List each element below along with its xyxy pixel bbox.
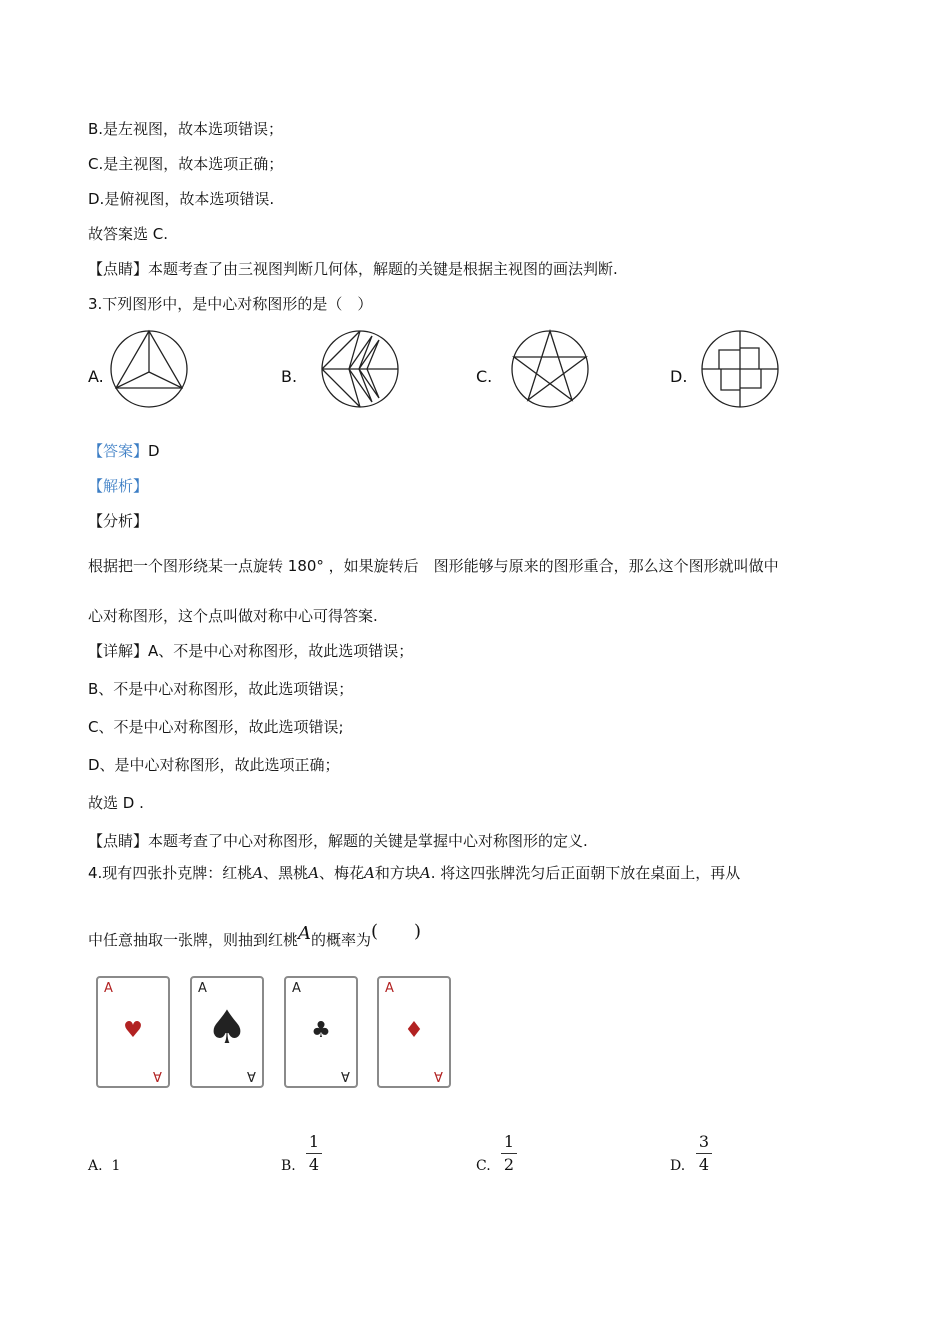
q4-option-b-fraction: 1 4 <box>306 1131 322 1176</box>
q3-figure-d <box>699 328 781 410</box>
q3-answer <box>88 440 160 461</box>
card-club-ace: A ♣ A <box>284 976 358 1088</box>
q4-option-b-label: B. <box>281 1158 296 1174</box>
q3-text-p2: 心对称图形，这个点叫做对称中心可得答案. <box>88 607 378 625</box>
q4-option-d-fraction: 3 4 <box>696 1131 712 1176</box>
q3-figure-b <box>319 328 401 410</box>
diamond-icon: ♦ <box>404 1018 424 1043</box>
q4-option-a: A. 1 <box>88 1158 121 1174</box>
q3-figure-c <box>509 328 591 410</box>
q3-detail-d: D、是中心对称图形，故此选项正确； <box>88 756 340 774</box>
q3-detail-b: B、不是中心对称图形，故此选项错误； <box>88 680 354 698</box>
line-b-left: B.是左视图，故本选项错误； <box>88 120 284 138</box>
q3-comment: 【点睛】本题考查了中心对称图形，解题的关键是掌握中心对称图形的定义. <box>88 832 588 850</box>
fenxi-label: 【分析】 <box>88 512 149 530</box>
q4-option-c-label: C. <box>476 1158 491 1174</box>
q3-option-a-label: A. <box>88 367 104 386</box>
q3-figure-a <box>108 328 190 410</box>
card-diamond-ace: A ♦ A <box>377 976 451 1088</box>
q3-detail: 【详解】A、不是中心对称图形，故此选项错误； <box>88 642 414 660</box>
q3-option-d-label: D. <box>670 367 688 386</box>
q3-option-b-label: B. <box>281 367 298 386</box>
heart-icon: ♥ <box>123 1018 143 1043</box>
line-c-main: C.是主视图，故本选项正确； <box>88 155 284 173</box>
q3-choose: 故选 D . <box>88 794 144 812</box>
question-4-line2: 中任意抽取一张牌，则抽到红桃A的概率为( ) <box>88 921 422 949</box>
q3-detail-c: C、不是中心对称图形，故此选项错误; <box>88 718 344 736</box>
analysis-label: 【解析】 <box>88 477 149 495</box>
spade-icon: ♠ <box>206 1000 248 1054</box>
q3-option-c-label: C. <box>476 367 493 386</box>
line-answer-c: 故答案选 C. <box>88 225 169 243</box>
q4-option-d-label: D. <box>670 1158 686 1174</box>
q4-option-c-fraction: 1 2 <box>501 1131 517 1176</box>
answer-label: 【答案】 <box>88 442 149 460</box>
card-heart-ace: A ♥ A <box>96 976 170 1088</box>
answer-value: D <box>148 442 160 460</box>
club-icon: ♣ <box>311 1018 331 1043</box>
line-d-top: D.是俯视图，故本选项错误. <box>88 190 275 208</box>
question-4-line1: 4.现有四张扑克牌：红桃A、黑桃A、梅花A和方块A. 将这四张牌洗匀后正面朝下放在桌面上，再从 <box>88 864 741 882</box>
line-comment-prev: 【点睛】本题考查了由三视图判断几何体，解题的关键是根据主视图的画法判断. <box>88 260 618 278</box>
q3-text-p1: 根据把一个图形绕某一点旋转 180° ，如果旋转后 图形能够与原来的图形重合，那么这个图形就叫做中 <box>88 557 779 575</box>
question-3: 3.下列图形中，是中心对称图形的是（ ） <box>88 295 373 313</box>
card-spade-ace: A ♠ A <box>190 976 264 1088</box>
